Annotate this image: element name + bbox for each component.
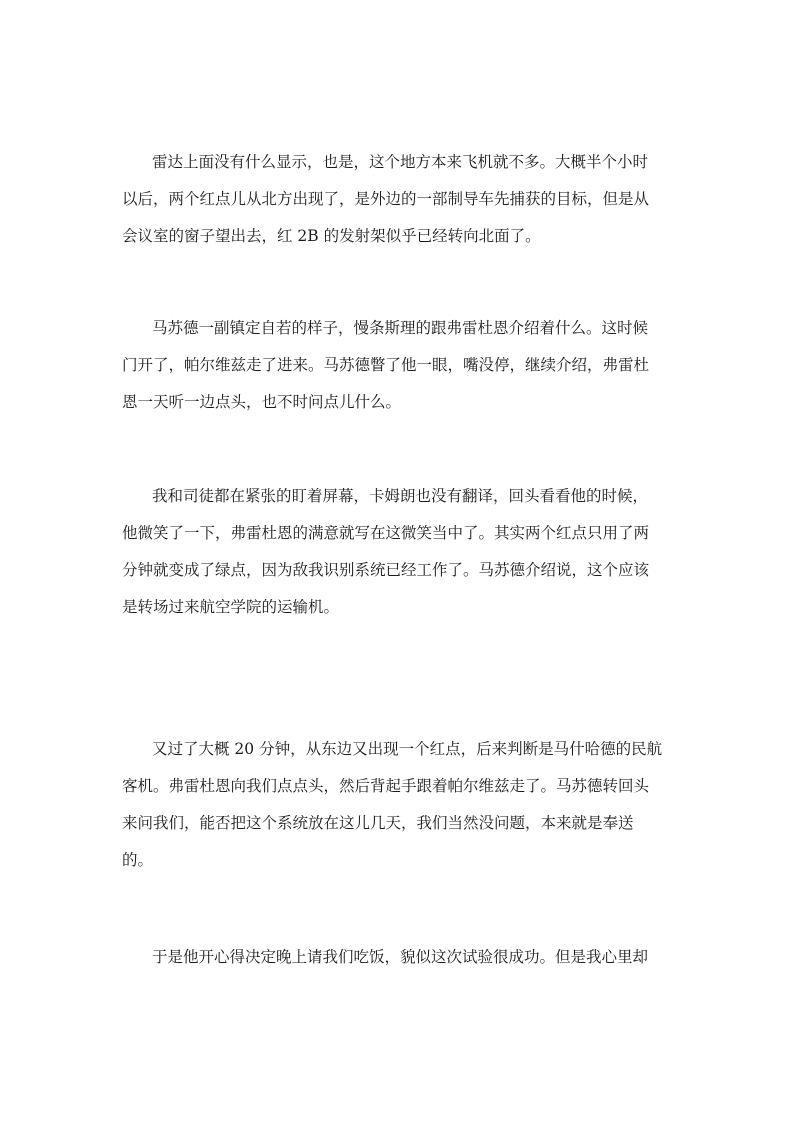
paragraph-line: 恩一天听一边点头，也不时问点儿什么。 xyxy=(122,393,402,411)
paragraph-line: 马苏德一副镇定自若的样子，慢条斯理的跟弗雷杜恩介绍着什么。这时候 xyxy=(152,319,649,337)
paragraph-line: 于是他开心得决定晚上请我们吃饭，貌似这次试验很成功。但是我心里却 xyxy=(152,948,649,966)
paragraph-4 xyxy=(122,731,682,879)
paragraph-5 xyxy=(122,939,682,976)
paragraph-line: 的。 xyxy=(122,851,154,869)
paragraph-line: 来问我们，能否把这个系统放在这儿几天，我们当然没问题，本来就是奉送 xyxy=(122,814,634,832)
paragraph-line: 分钟就变成了绿点，因为敌我识别系统已经工作了。马苏德介绍说，这个应该 xyxy=(122,561,650,579)
paragraph-3 xyxy=(122,478,682,626)
paragraph-line: 是转场过来航空学院的运输机。 xyxy=(122,598,340,616)
paragraph-line: 他微笑了一下，弗雷杜恩的满意就写在这微笑当中了。其实两个红点只用了两 xyxy=(122,524,650,542)
paragraph-line: 又过了大概 20 分钟，从东边又出现一个红点，后来判断是马什哈德的民航 xyxy=(152,740,663,758)
paragraph-line: 门开了，帕尔维兹走了进来。马苏德瞥了他一眼，嘴没停，继续介绍，弗雷杜 xyxy=(122,356,650,374)
paragraph-line: 以后，两个红点儿从北方出现了，是外边的一部制导车先捕获的目标，但是从 xyxy=(122,190,650,208)
paragraph-line: 客机。弗雷杜恩向我们点点头，然后背起手跟着帕尔维兹走了。马苏德转回头 xyxy=(122,777,650,795)
paragraph-1 xyxy=(122,144,682,255)
paragraph-line: 我和司徒都在紧张的盯着屏幕，卡姆朗也没有翻译，回头看看他的时候， xyxy=(152,487,649,505)
paragraph-2 xyxy=(122,310,682,421)
paragraph-line: 雷达上面没有什么显示，也是，这个地方本来飞机就不多。大概半个小时 xyxy=(152,153,649,171)
paragraph-line: 会议室的窗子望出去，红 2B 的发射架似乎已经转向北面了。 xyxy=(122,227,541,245)
